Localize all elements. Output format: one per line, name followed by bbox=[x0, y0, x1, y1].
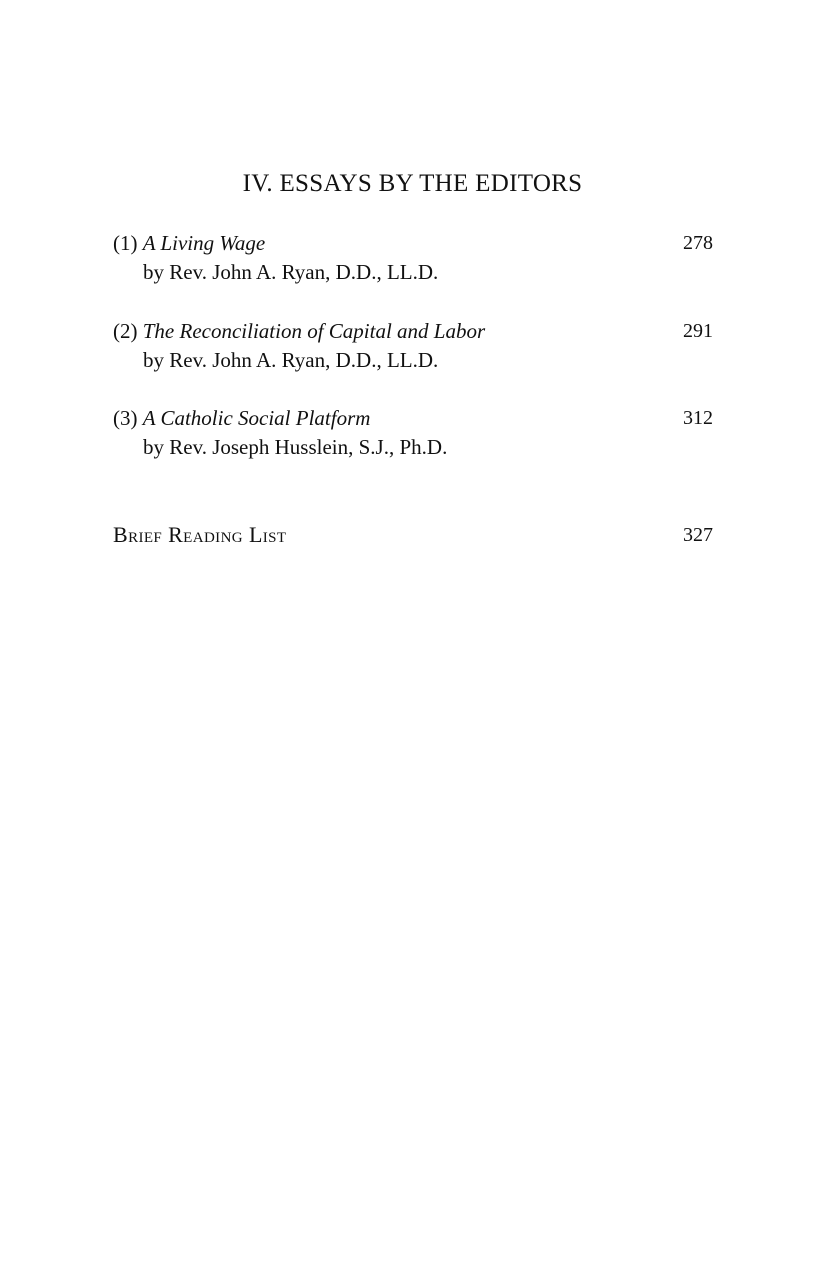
section-title: IV. ESSAYS BY THE EDITORS bbox=[242, 170, 583, 197]
entry-author: by Rev. John A. Ryan, D.D., LL.D. bbox=[143, 348, 439, 372]
reading-list-page-number: 327 bbox=[683, 524, 713, 546]
entry-title: A Living Wage bbox=[142, 231, 266, 255]
entry-number: (2) bbox=[113, 319, 138, 343]
toc-entry bbox=[113, 317, 713, 375]
entry-heading bbox=[113, 404, 713, 433]
toc-entry bbox=[113, 404, 713, 462]
entry-title: The Reconciliation of Capital and Labor bbox=[142, 319, 486, 343]
reading-list-entry bbox=[113, 520, 713, 550]
toc-entry bbox=[113, 229, 713, 287]
entry-author: by Rev. John A. Ryan, D.D., LL.D. bbox=[143, 260, 439, 284]
entry-author: by Rev. Joseph Husslein, S.J., Ph.D. bbox=[143, 435, 448, 459]
entry-page-number: 291 bbox=[683, 320, 713, 342]
entry-page-number: 278 bbox=[683, 232, 713, 254]
entry-heading bbox=[113, 317, 713, 346]
entry-number: (3) bbox=[113, 406, 138, 430]
entry-page-number: 312 bbox=[683, 407, 713, 429]
reading-list-label: Brief Reading List bbox=[113, 522, 287, 547]
entry-heading bbox=[113, 229, 713, 258]
entry-title: A Catholic Social Platform bbox=[142, 406, 371, 430]
entry-number: (1) bbox=[113, 231, 138, 255]
